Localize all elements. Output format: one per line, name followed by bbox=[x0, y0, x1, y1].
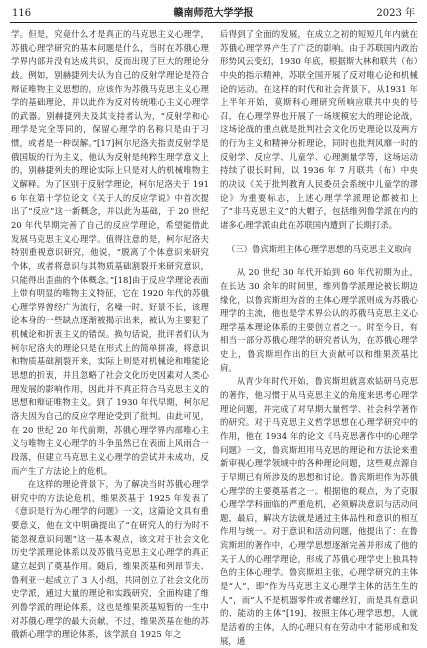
body-paragraph: 从 20 世纪 30 年代开始到 60 年代初期为止，在长达 30 余年的时间里，维列鲁学派理论被长期边缘化，以鲁宾斯坦为首的主体心理学派则成为苏俄心理学的主流，他也是学术界公认的苏俄马克思主义心理学基本理论体系的主要创立者之一。时至今日，有相当一部分苏俄心理学的研究者认为，在苏俄心理学史上，鲁宾斯坦作出的巨大贡献可以和维果茨基比肩。 bbox=[220, 267, 418, 373]
publication-year: 2023 年 bbox=[376, 8, 415, 19]
section-spacer bbox=[220, 256, 418, 266]
left-column bbox=[11, 28, 209, 640]
section-heading: （三）鲁宾斯坦主体心理学思想的马克思主义取向 bbox=[226, 243, 412, 254]
page-header bbox=[0, 0, 427, 22]
body-paragraph: 后得到了全面的发展，在成立之初的短短几年内就在苏俄心理学界产生了广泛的影响。由于苏联国内政治形势风云变幻，1930 年底，根据斯大林和联共（布）中央的指示精神，苏联全国开展了反对唯心论和机械论的运动。在这样的时代和社会背景下，从1931 年上半年开始，莫斯科心理研究所响应联共中央的号召，在心理学界也开展了一场规模宏大的理论论战，这场论战的重点就是批判社会文化历史理论以及两方的行为主义和精神分析理论，同时也批判风靡一时的反射学、反应学、儿童学、心理测量学等，这场运动持续了很长时间，以 1936 年 7 月联共（布）中央的决议《关于批判教育人民委员会系统中儿童学的谬论》为重要标志，上述心理学学派理论都被扣上了“非马克思主义”的大帽子，包括维列鲁学派在内的诸多心理学派由此在苏联国内遭到了长期打杀。 bbox=[220, 29, 418, 230]
section-spacer bbox=[220, 233, 418, 243]
page-number: 116 bbox=[12, 8, 32, 19]
journal-title: 赣南师范大学学报 bbox=[173, 8, 254, 19]
header-rule bbox=[10, 22, 417, 23]
body-paragraph: 在这样的理论背景下，为了解决当时苏俄心理学研究中的方法论危机，维果茨基于 1925 年发表了《意识是行为心理学的问题》一文，这篇论文具有重要意义，他在文中明确提出了“在研究人的行为时不能忽视意识问题”这一基本观点，该文对于社会文化历史学派理论体系以及苏俄马克思主义心理学的真正建立起到了奠基作用。随后，维果茨基和列昂节夫、鲁利亚一起成立了 3 人小组，共同创立了社会文化历史学派，通过大量的理论和实践研究，全面构建了维列鲁学派的理论体系，这也是维果茨基短暂的一生中对苏俄心理学的最大贡献，不过，维果茨基在他的苏俄新心理学的理论体系，该学派自 1925 年之 bbox=[11, 479, 209, 640]
body-paragraph: 从青少年时代开始，鲁宾斯坦就喜欢钻研马克思的著作，他习惯于从马克思主义的角度来思考心理学理论问题，并完成了对早期大量哲学、社会科学著作的研究。对于马克思主义哲学思想在心理学研究中的作用，他在 1934 年的论文《马克思著作中的心理学问题》一文，鲁宾斯坦用马克思的理论和方法论来重新审视心理学领域中的各种理论问题，这些观点源自于早期已有所涉及的思想和讨论。鲁宾斯坦作为苏俄心理学的主要奠基者之一。根据他的观点，为了克服心理学学科面临的严重危机，必须解决意识与活动问题，最后，解决方法就是通过主体品性和意识的相互作用与统一。对于意识和活动问题，他提出了：在鲁宾斯坦的著作中，心理学思想逐渐完善并形成了他的关于人的心理学理论，形成了苏俄心理学史上独具特色的主体心理学。鲁宾斯坦主张，心理学研究的主体是“人”，即“作为马克思主义心理学主体的活生生的人”，而“人不是机器零件或者螺丝钉，而是具有意识的、能动的主体”[19]，按照主体心理学思想，人就是活着的主体，人的心理只有在劳动中才能形成和发展，通 bbox=[220, 376, 418, 646]
body-paragraph: 学。但是，究竟什么才是真正的马克思主义心理学，苏俄心理学研究的基本问题是什么，当时在苏俄心理学界内部并没有达成共识，反而出现了巨大的理论分歧。例如，别赫捷列夫认为自己的反射学理论是符合辩证唯物主义思想的，应该作为苏俄马克思主义心理学的基础理论，并以此作为反对传统唯心主义心理学的武器。别赫捷列夫及其支持者认为，“反射学和心理学是完全等同的，保留心理学的名称只是由于习惯，或者是一种误解。”[17]柯尔尼洛夫指责反射学是俄国版的行为主义，他认为反射是纯粹生理学意义上的，别赫捷列夫的理论实际上只是对人的机械唯物主义解释。为了区别于反射学理论，柯尔尼洛夫于 1916 年在第十学位论文《关于人的反应学说》中首次提出了“反应”这一新概念，并以此为基础，于 20 世纪 20 年代早期完善了自己的反应学理论，希望能借此发展马克思主义心理学。值得注意的是，柯尔尼洛夫特别重视意识研究，他说，“脱离了个体意识来研究个体，或者将意识与其物质基础割裂开来研究意识，只能得出歪曲的个体概念。”[18]由于反应学理论表面上带有明显的唯物主义特征，它在 1920 年代的苏俄心理学界曾经广为流行，名噪一时。好景不长，该理论本身的一些缺点逐渐被揭示出来，被认为主要犯了机械论和折衷主义的错误。换句话说，批评者们认为柯尔尼洛夫的理论只是在形式上的简单拼凑，将意识和物质基础割裂开来，实际上则是对机械论和唯能论思想的折衷，并且忽略了社会文化历史因素对人类心理发展的影响作用，因此并不真正符合马克思主义的思想和辩证唯物主义。到了 1930 年代早期，柯尔尼洛夫因为自己的反应学理论受到了批判。由此可见，在 20 世纪 20 年代前期，苏俄心理学界内部唯心主义与唯物主义心理学的斗争虽然已在表面上风雨合一段落，但建立马克思主义心理学的尝试并未成功，反而产生了方法论上的危机。 bbox=[11, 29, 209, 476]
right-column bbox=[220, 28, 418, 646]
